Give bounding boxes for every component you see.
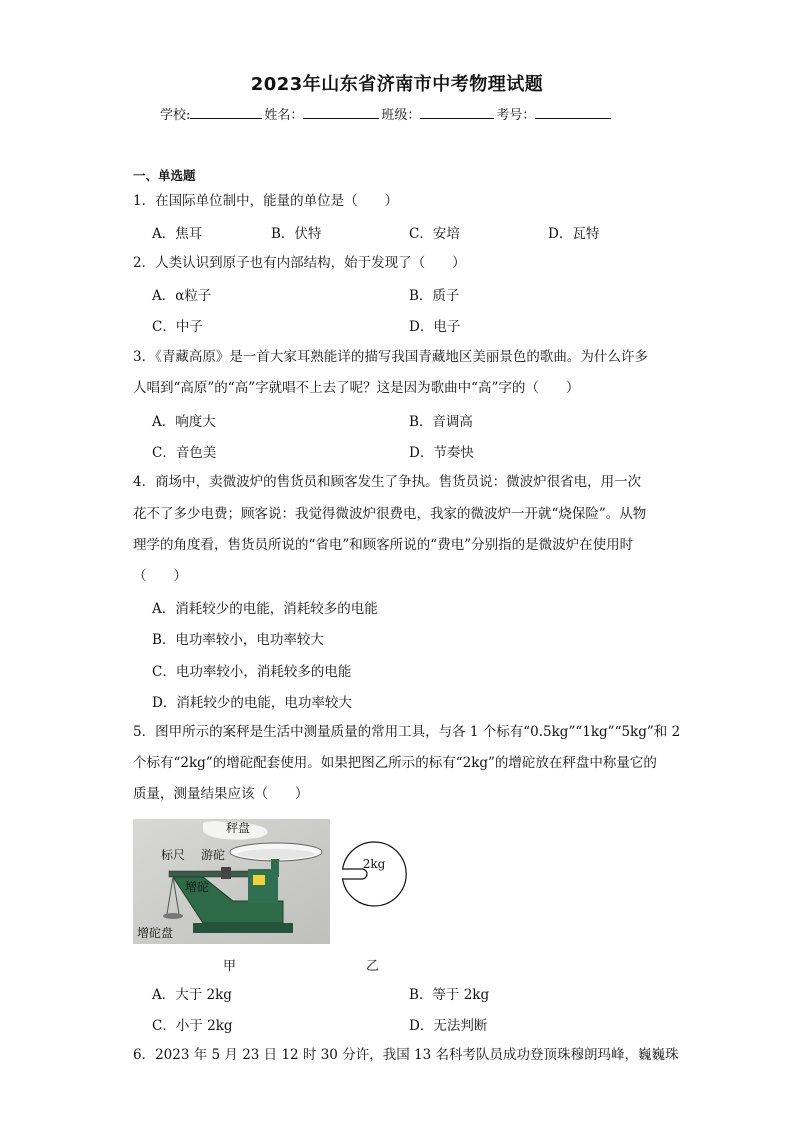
q5-option-b: B．等于 2kg	[409, 987, 490, 1003]
school-label: 学校:	[160, 108, 191, 123]
exam-no-blank	[535, 104, 611, 119]
student-info-line	[160, 104, 613, 123]
q2-option-b: B．质子	[409, 288, 460, 304]
question-5-line-1: 5．图甲所示的案秤是生活中测量质量的常用工具，与各 1 个标有“0.5kg”“1kg”“5kg”和 2	[133, 724, 681, 740]
name-blank	[303, 104, 379, 119]
page-title: 2023年山东省济南市中考物理试题	[250, 74, 544, 95]
slotted-weight-diagram	[338, 838, 410, 910]
q2-option-d: D．电子	[409, 319, 461, 335]
question-4-line-1: 4．商场中，卖微波炉的售货员和顾客发生了争执。售货员说：微波炉很省电，用一次	[133, 474, 642, 490]
class-label: 班级：	[381, 108, 421, 123]
q1-option-a: A．焦耳	[152, 226, 203, 242]
q5-option-d: D．无法判断	[409, 1018, 488, 1034]
school-blank	[190, 104, 262, 119]
q3-option-d: D．节奏快	[409, 445, 474, 461]
question-4-line-3: 理学的角度看，售货员所说的“省电”和顾客所说的“费电”分别指的是微波炉在使用时	[133, 537, 634, 553]
question-1-stem: 1．在国际单位制中，能量的单位是（ ）	[133, 193, 399, 209]
q2-option-c: C．中子	[152, 319, 203, 335]
q3-option-a: A．响度大	[152, 414, 216, 430]
q3-option-b: B．音调高	[409, 414, 473, 430]
q4-option-b: B．电功率较小，电功率较大	[152, 632, 324, 648]
q5-option-c: C．小于 2kg	[152, 1018, 233, 1034]
q4-option-c: C．电功率较小，消耗较多的电能	[152, 664, 352, 680]
question-3-line-2: 人唱到“高原”的“高”字就唱不上去了呢？这是因为歌曲中“高”字的（ ）	[133, 380, 580, 396]
scale-illustration	[133, 819, 330, 944]
figure-caption-b: 乙	[366, 959, 380, 974]
question-4-line-4: （ ）	[133, 568, 187, 584]
question-2-stem: 2．人类认识到原子也有内部结构，始于发现了（ ）	[133, 255, 466, 271]
q4-option-a: A．消耗较少的电能，消耗较多的电能	[152, 601, 378, 617]
scale-photo	[133, 819, 330, 944]
exam-no-label: 考号：	[496, 108, 536, 123]
q1-option-b: B．伏特	[271, 226, 322, 242]
name-label: 姓名：	[264, 108, 304, 123]
q2-option-a: A．α粒子	[152, 288, 212, 304]
q1-option-c: C．安培	[409, 226, 460, 242]
figure-caption-a: 甲	[223, 959, 237, 974]
weight-mark-label: 2kg	[362, 857, 386, 871]
q4-option-d: D．消耗较少的电能，电功率较大	[152, 695, 352, 711]
question-3-line-1: 3．《青藏高原》是一首大家耳熟能详的描写我国青藏地区美丽景色的歌曲。为什么许多	[133, 349, 648, 365]
weight-pan-label: 增砣盘	[137, 926, 174, 940]
weight-label: 增砣	[185, 880, 210, 894]
q1-option-d: D．瓦特	[548, 226, 600, 242]
pan-label: 秤盘	[226, 821, 251, 835]
section-heading: 一、单选题	[133, 168, 196, 183]
question-6-line-1: 6．2023 年 5 月 23 日 12 时 30 分许，我国 13 名科考队员成功登顶珠穆朗玛峰，巍巍珠	[133, 1047, 679, 1063]
question-4-line-2: 花不了多少电费；顾客说：我觉得微波炉很费电，我家的微波炉一开就“烧保险”。从物	[133, 506, 647, 522]
ruler-label: 标尺	[161, 848, 186, 862]
class-blank	[420, 104, 494, 119]
question-5-line-3: 质量，测量结果应该（ ）	[133, 786, 309, 802]
q3-option-c: C．音色美	[152, 445, 217, 461]
q5-option-a: A．大于 2kg	[152, 987, 232, 1003]
weight-outline	[343, 842, 407, 906]
rider-label: 游砣	[201, 848, 226, 862]
question-5-line-2: 个标有“2kg”的增砣配套使用。如果把图乙所示的标有“2kg”的增砣放在秤盘中称量它的	[133, 755, 657, 771]
